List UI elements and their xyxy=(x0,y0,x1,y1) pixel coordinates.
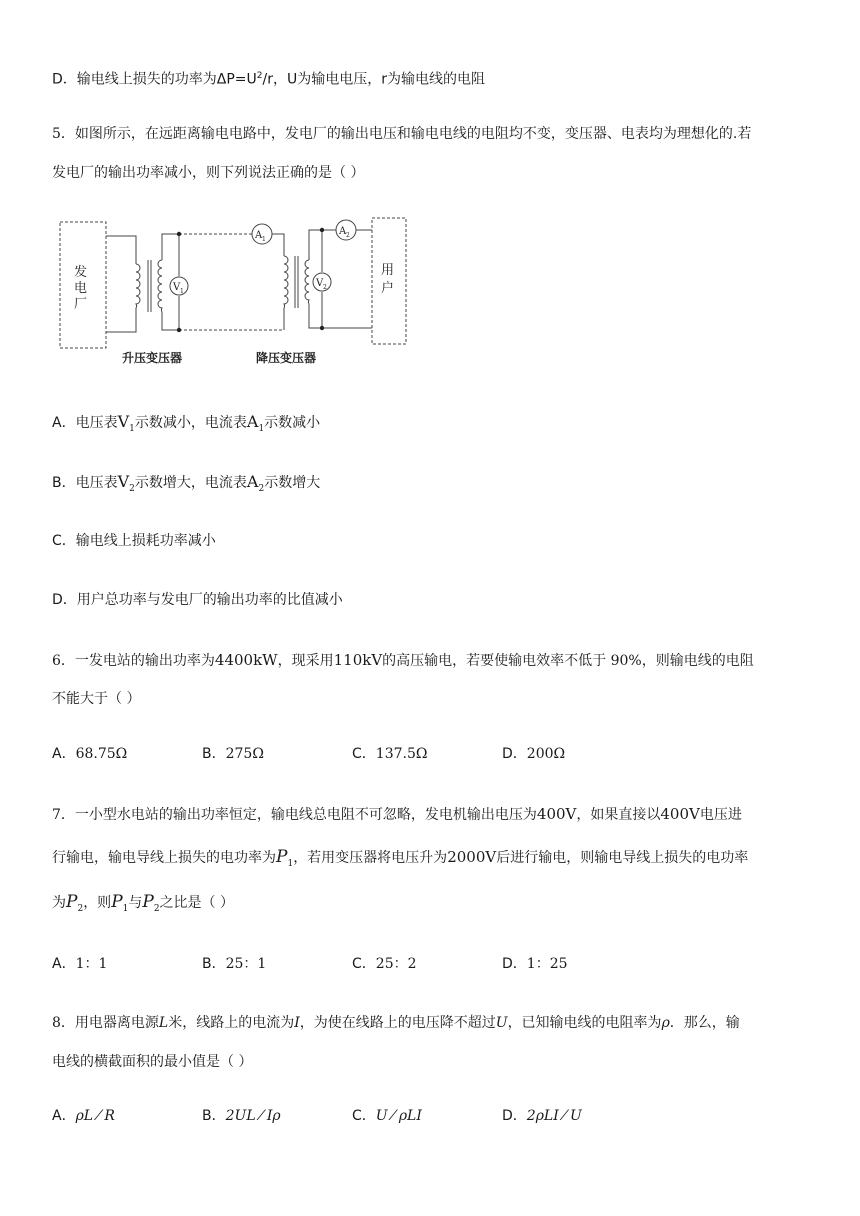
math-symbol: L xyxy=(158,1015,169,1031)
q7-stem-line-1 xyxy=(52,804,742,825)
a2-symbol: A xyxy=(339,226,347,237)
q8-stem-line-2: 电线的横截面积的最小值是（ ） xyxy=(52,1054,253,1070)
ammeter-symbol: A xyxy=(246,472,259,491)
math-value: 2000V xyxy=(447,848,497,866)
stem-text: ，为使在线路上的电压降不超过 xyxy=(299,1015,496,1031)
math-value: 400V xyxy=(660,805,700,823)
math-symbol: I xyxy=(294,1015,300,1031)
step-up-primary-coil xyxy=(136,264,140,308)
plant-label-char: 厂 xyxy=(74,297,88,312)
option-text: U ⁄ ρLI xyxy=(375,1108,422,1124)
stem-text: 与 xyxy=(128,895,143,911)
option-text: 示数增大 xyxy=(264,475,321,491)
q7-stem-line-3 xyxy=(52,892,234,919)
math-value: 110kV xyxy=(333,651,383,669)
math-value: 4400kW xyxy=(214,651,278,669)
math-symbol: ρ xyxy=(661,1015,670,1031)
step-up-secondary-coil xyxy=(158,260,162,312)
subscript: 2 xyxy=(77,903,84,914)
subscript: 1 xyxy=(258,423,265,434)
option-text: 1：1 xyxy=(75,956,108,972)
math-value: 400V xyxy=(536,805,577,823)
option-text: 电压表 xyxy=(75,475,118,491)
q8-stem-line-1 xyxy=(52,1013,740,1033)
option-text: 示数增大，电流表 xyxy=(134,475,247,491)
option-letter: B． xyxy=(202,956,226,972)
stem-text: 行输电，输电导线上损失的电功率为 xyxy=(52,850,276,866)
option-letter: B． xyxy=(202,746,226,762)
user-label-char: 户 xyxy=(381,281,395,296)
option-letter: D． xyxy=(502,956,527,972)
option-text: 2ρLI ⁄ U xyxy=(526,1108,582,1124)
step-down-secondary-coil xyxy=(305,260,309,304)
v2-subscript: 2 xyxy=(323,284,327,291)
q5-stem-line-1: 5．如图所示，在远距离输电电路中，发电厂的输出电压和输电电线的电阻均不变，变压器、电表均为理想化的.若 xyxy=(52,126,752,142)
option-text: 137.5Ω xyxy=(375,746,428,762)
q8-option-c[interactable] xyxy=(352,1106,422,1126)
q8-option-b[interactable] xyxy=(202,1106,281,1126)
math-symbol: P xyxy=(276,847,288,867)
option-letter: C． xyxy=(352,746,376,762)
step-up-transformer-label: 升压变压器 xyxy=(122,351,183,365)
option-letter: A． xyxy=(52,956,76,972)
option-letter: D． xyxy=(502,746,527,762)
option-text: 25：2 xyxy=(375,956,417,972)
option-text: 200Ω xyxy=(526,746,566,762)
math-symbol: P xyxy=(142,892,154,912)
option-letter: A． xyxy=(52,1108,76,1124)
subscript: 1 xyxy=(129,423,135,434)
stem-text: 为 xyxy=(52,895,66,911)
superscript: 2 xyxy=(256,71,263,81)
voltmeter-symbol: V xyxy=(117,412,130,431)
q7-option-c[interactable] xyxy=(352,954,417,974)
v1-symbol: V xyxy=(173,282,181,293)
q6-stem-line-1 xyxy=(52,650,754,671)
q5-option-a[interactable] xyxy=(52,412,320,439)
option-letter: A． xyxy=(52,415,76,431)
option-letter: A． xyxy=(52,746,76,762)
q7-option-b[interactable] xyxy=(202,954,266,974)
option-letter: B． xyxy=(52,475,76,491)
v2-symbol: V xyxy=(316,278,324,289)
q5-stem-line-2: 发电厂的输出功率减小，则下列说法正确的是（ ） xyxy=(52,165,365,181)
option-text: 68.75Ω xyxy=(75,746,128,762)
option-letter: D． xyxy=(52,71,77,88)
subscript: 2 xyxy=(129,483,135,494)
option-text: 1：25 xyxy=(526,956,568,972)
stem-text: 7．一小型水电站的输出功率恒定，输电线总电阻不可忽略，发电机输出电压为 xyxy=(52,807,537,823)
q7-option-d[interactable] xyxy=(502,954,568,974)
step-down-primary-coil xyxy=(284,256,288,308)
q4-option-d[interactable] xyxy=(52,66,485,90)
plant-label-char: 电 xyxy=(74,281,88,296)
option-text: 输电线上损耗功率减小 xyxy=(75,533,216,549)
a1-symbol: A xyxy=(255,230,263,241)
stem-text: 6．一发电站的输出功率为 xyxy=(52,653,215,669)
q8-option-a[interactable] xyxy=(52,1106,115,1126)
stem-text: ，如果直接以 xyxy=(576,807,661,823)
stem-text: 电压进 xyxy=(699,807,742,823)
stem-text: 后进行输电，则输电导线上损失的电功率 xyxy=(496,850,749,866)
stem-text: ，若用变压器将电压升为 xyxy=(293,850,448,866)
option-letter: D． xyxy=(502,1108,527,1124)
stem-text: ，现采用 xyxy=(277,653,334,669)
power-transmission-circuit-diagram xyxy=(56,212,416,372)
user-label-char: 用 xyxy=(381,263,395,278)
subscript: 1 xyxy=(122,903,129,914)
option-text: 2UL ⁄ Iρ xyxy=(225,1108,281,1124)
q6-option-b[interactable] xyxy=(202,744,264,764)
q5-option-d[interactable] xyxy=(52,590,343,610)
q6-option-a[interactable] xyxy=(52,744,127,764)
q6-stem-line-2: 不能大于（ ） xyxy=(52,691,141,707)
option-letter: D． xyxy=(52,592,77,608)
option-text: 275Ω xyxy=(225,746,264,762)
stem-text: 米，线路上的电流为 xyxy=(168,1015,295,1031)
option-letter: B． xyxy=(202,1108,226,1124)
option-letter: C． xyxy=(52,533,76,549)
math-symbol: P xyxy=(111,892,123,912)
ammeter-symbol: A xyxy=(246,412,259,431)
option-letter: C． xyxy=(352,1108,376,1124)
subscript: 1 xyxy=(287,858,294,869)
q5-option-c[interactable] xyxy=(52,531,216,551)
plant-label-char: 发 xyxy=(74,265,88,280)
subscript: 2 xyxy=(258,483,265,494)
step-down-transformer-label: 降压变压器 xyxy=(256,351,317,365)
v1-subscript: 1 xyxy=(180,288,184,295)
option-text: 用户总功率与发电厂的输出功率的比值减小 xyxy=(76,592,343,608)
stem-text: ．那么，输 xyxy=(669,1015,740,1031)
option-letter: C． xyxy=(352,956,376,972)
q7-option-a[interactable] xyxy=(52,954,107,974)
option-text: ρL ⁄ R xyxy=(75,1108,115,1124)
subscript: 2 xyxy=(153,903,160,914)
voltmeter-symbol: V xyxy=(117,472,130,491)
a1-subscript: 1 xyxy=(262,236,266,243)
q7-stem-line-2 xyxy=(52,847,748,874)
option-text: 示数减小，电流表 xyxy=(134,415,247,431)
q5-option-b[interactable] xyxy=(52,472,320,499)
q6-option-d[interactable] xyxy=(502,744,565,764)
stem-text: 8．用电器离电源 xyxy=(52,1015,159,1031)
option-text: 示数减小 xyxy=(264,415,321,431)
stem-text: 的高压输电，若要使输电效率不低于 90%，则输电线的电阻 xyxy=(382,653,754,669)
stem-text: ，则 xyxy=(83,895,112,911)
math-symbol: P xyxy=(66,892,78,912)
math-symbol: U xyxy=(495,1015,508,1031)
stem-text: 之比是（ ） xyxy=(159,895,235,911)
option-text: 输电线上损失的功率为ΔP=U xyxy=(76,71,257,88)
q6-option-c[interactable] xyxy=(352,744,427,764)
stem-text: ，已知输电线的电阻率为 xyxy=(507,1015,662,1031)
q8-option-d[interactable] xyxy=(502,1106,582,1126)
a2-subscript: 2 xyxy=(346,232,350,239)
option-text: 25：1 xyxy=(225,956,267,972)
option-text: /r，U为输电电压，r为输电线的电阻 xyxy=(262,71,485,88)
option-text: 电压表 xyxy=(75,415,118,431)
